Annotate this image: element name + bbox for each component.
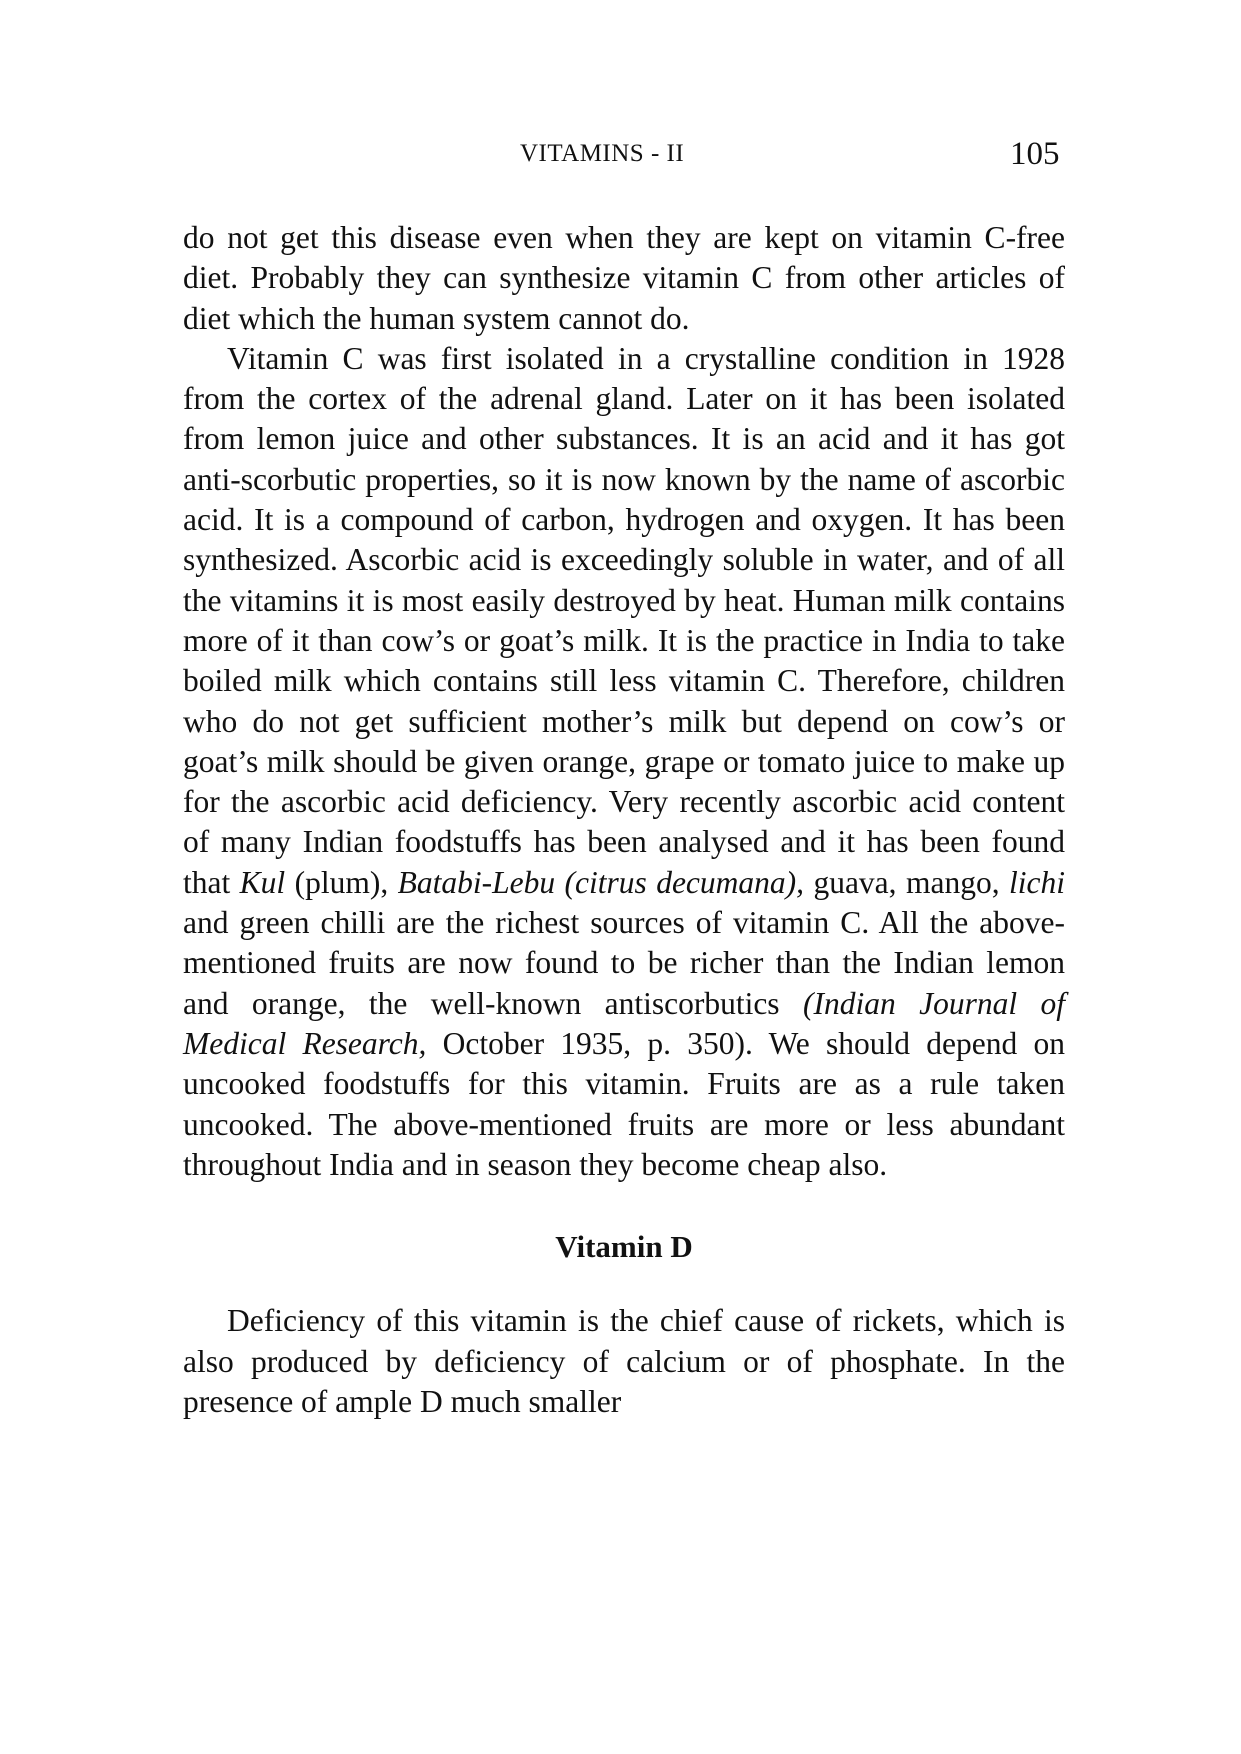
italic-kul: Kul — [239, 864, 286, 900]
paragraph-2-text-d: and green chilli are the richest sources of vitamin C. All the above-mentioned fruits are now found to be richer than the Indian lemon and orange, the well-known antiscorbutics — [183, 905, 1065, 1021]
page-number: 105 — [1010, 136, 1060, 172]
italic-batabi-lebu: Batabi-Lebu (citrus decumana), — [397, 864, 805, 900]
paragraph-1: do not get this disease even when they are kept on vitamin C-free diet. Probably they can synthesize vitamin C from other articles of diet which the human system cannot do. — [183, 220, 1065, 336]
running-head — [0, 138, 1241, 178]
running-title: VITAMINS - II — [520, 140, 685, 167]
paragraph-2-text-b: (plum), — [285, 864, 398, 900]
section-heading: Vitamin D — [555, 1229, 693, 1265]
body-text — [183, 218, 1065, 1422]
paragraph-2-text-c: guava, mango, — [804, 864, 1009, 900]
italic-lichi: lichi — [1009, 864, 1065, 900]
paragraph-2-text-e: October 1935, p. 350). We should depend on uncooked foodstuffs for this vitamin. Fruits are as a rule taken uncooked. The above-mentioned fruits are more or less abundant throughout India and in season they become cheap also. — [183, 1025, 1065, 1182]
paragraph-3: Deficiency of this vitamin is the chief cause of rickets, which is also produced by deficiency of calcium or of phosphate. In the presence of ample D much smaller — [183, 1303, 1065, 1420]
italic-journal-citation: (Indian Journal of Medical Research, — [183, 985, 1065, 1061]
paragraph-2-text-a: Vitamin C was first isolated in a crystalline condition in 1928 from the cortex of the adrenal gland. Later on it has been isolated from lemon juice and other substances. It is an acid and it has got anti-scorbutic properties, so it is now known by the name of ascorbic acid. It is a compound of carbon, hydrogen and oxygen. It has been synthesized. Ascorbic acid is exceedingly soluble in water, and of all the vitamins it is most easily destroyed by heat. Human milk contains more of it than cow’s or goat’s milk. It is the practice in India to take boiled milk which contains still less vitamin C. Therefore, children who do not get sufficient mother’s milk but depend on cow’s or goat’s milk should be given orange, grape or tomato juice to make up for the ascorbic acid deficiency. Very recently ascorbic acid content of many Indian foodstuffs has been analysed and it has been found that — [183, 340, 1065, 900]
paragraph-2 — [183, 339, 1065, 1185]
